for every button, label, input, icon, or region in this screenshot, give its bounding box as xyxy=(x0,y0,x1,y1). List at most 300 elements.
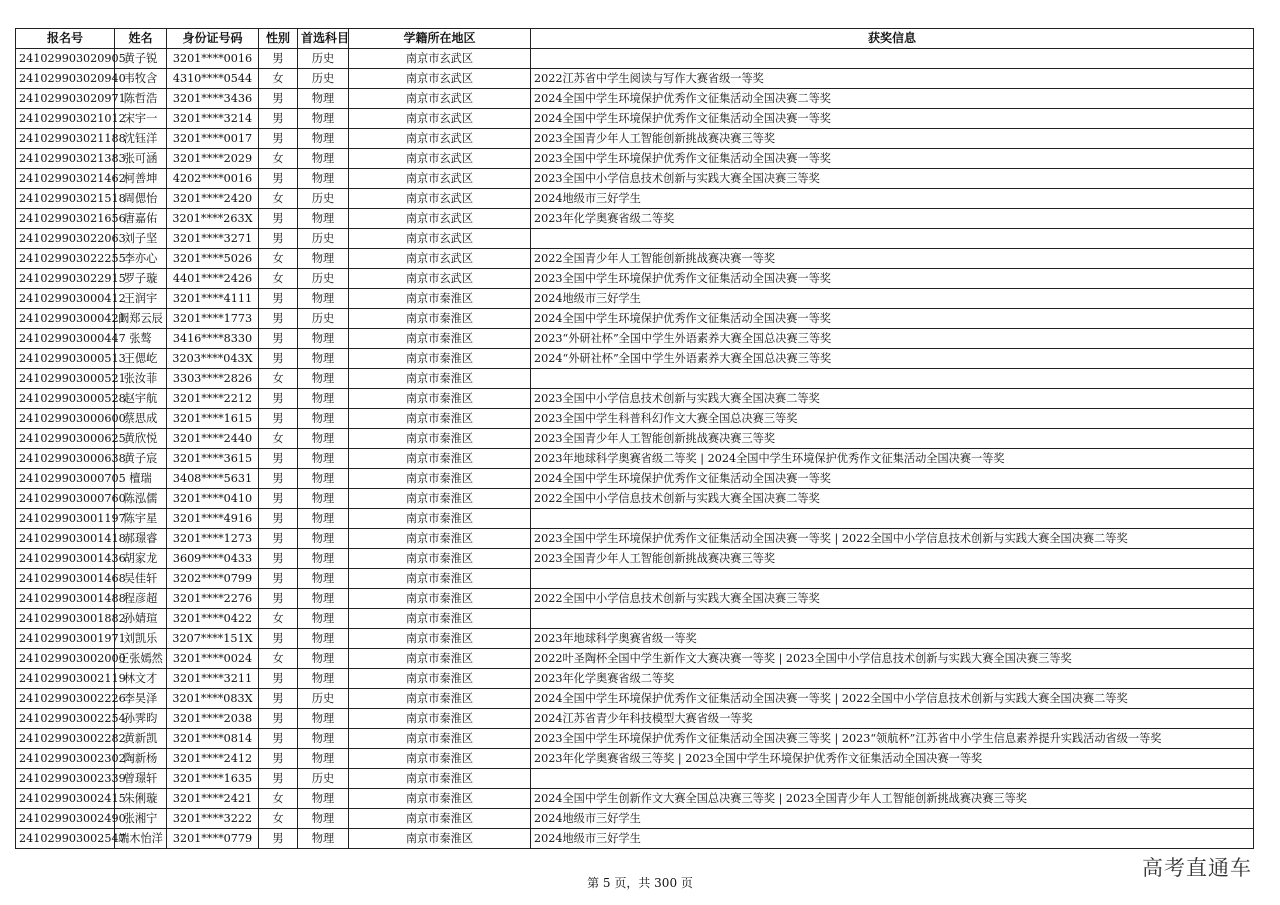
id-number-cell: 4310****0544 xyxy=(167,69,259,89)
registration-no-cell: 241029903002302 xyxy=(16,749,115,769)
header-subject: 首选科目 xyxy=(298,29,349,49)
header-row xyxy=(16,29,1254,49)
region-cell: 南京市秦淮区 xyxy=(349,809,531,829)
region-cell: 南京市秦淮区 xyxy=(349,709,531,729)
registration-no-cell: 241029903001971 xyxy=(16,629,115,649)
id-number-cell: 3609****0433 xyxy=(167,549,259,569)
subject-cell: 物理 xyxy=(298,569,349,589)
region-cell: 南京市玄武区 xyxy=(349,209,531,229)
table-row xyxy=(16,529,1254,549)
table-row xyxy=(16,89,1254,109)
name-cell: 张可涵 xyxy=(115,149,167,169)
subject-cell: 物理 xyxy=(298,329,349,349)
subject-cell: 物理 xyxy=(298,449,349,469)
name-cell: 黄欣悦 xyxy=(115,429,167,449)
registration-no-cell: 241029903022255 xyxy=(16,249,115,269)
awards-cell: 2023全国青少年人工智能创新挑战赛决赛三等奖 xyxy=(531,549,1254,569)
name-cell: 蔡思成 xyxy=(115,409,167,429)
name-cell: 曾璟轩 xyxy=(115,769,167,789)
registration-no-cell: 241029903002119 xyxy=(16,669,115,689)
name-cell: 黄子宸 xyxy=(115,449,167,469)
id-number-cell: 3201****2421 xyxy=(167,789,259,809)
gender-cell: 女 xyxy=(259,429,298,449)
gender-cell: 男 xyxy=(259,309,298,329)
id-number-cell: 3201****3436 xyxy=(167,89,259,109)
table-row xyxy=(16,369,1254,389)
subject-cell: 历史 xyxy=(298,189,349,209)
subject-cell: 物理 xyxy=(298,789,349,809)
table-row xyxy=(16,229,1254,249)
awards-cell: 2022叶圣陶杯全国中学生新作文大赛决赛一等奖 | 2023全国中小学信息技术创新与实践大赛全国决赛三等奖 xyxy=(531,649,1254,669)
subject-cell: 物理 xyxy=(298,829,349,849)
gender-cell: 男 xyxy=(259,89,298,109)
gender-cell: 男 xyxy=(259,509,298,529)
region-cell: 南京市秦淮区 xyxy=(349,429,531,449)
registration-no-cell: 241029903000600 xyxy=(16,409,115,429)
region-cell: 南京市玄武区 xyxy=(349,249,531,269)
name-cell: 林文才 xyxy=(115,669,167,689)
gender-cell: 男 xyxy=(259,569,298,589)
id-number-cell: 3201****3214 xyxy=(167,109,259,129)
table-row xyxy=(16,729,1254,749)
region-cell: 南京市玄武区 xyxy=(349,189,531,209)
awards-cell: 2022江苏省中学生阅读与写作大赛省级一等奖 xyxy=(531,69,1254,89)
registration-no-cell: 241029903021656 xyxy=(16,209,115,229)
awards-cell: 2024地级市三好学生 xyxy=(531,829,1254,849)
awards-cell xyxy=(531,229,1254,249)
table-row xyxy=(16,689,1254,709)
id-number-cell: 3201****083X xyxy=(167,689,259,709)
subject-cell: 物理 xyxy=(298,489,349,509)
region-cell: 南京市秦淮区 xyxy=(349,689,531,709)
subject-cell: 物理 xyxy=(298,749,349,769)
table-row xyxy=(16,409,1254,429)
id-number-cell: 3201****2420 xyxy=(167,189,259,209)
region-cell: 南京市玄武区 xyxy=(349,269,531,289)
subject-cell: 物理 xyxy=(298,209,349,229)
region-cell: 南京市秦淮区 xyxy=(349,609,531,629)
awards-cell: 2023全国中小学信息技术创新与实践大赛全国决赛二等奖 xyxy=(531,389,1254,409)
subject-cell: 物理 xyxy=(298,729,349,749)
subject-cell: 物理 xyxy=(298,389,349,409)
region-cell: 南京市秦淮区 xyxy=(349,789,531,809)
table-row xyxy=(16,809,1254,829)
awards-cell: 2023年化学奥赛省级三等奖 | 2023全国中学生环境保护优秀作文征集活动全国决赛一等奖 xyxy=(531,749,1254,769)
id-number-cell: 3201****1615 xyxy=(167,409,259,429)
gender-cell: 女 xyxy=(259,269,298,289)
registration-no-cell: 241029903001197 xyxy=(16,509,115,529)
table-row xyxy=(16,509,1254,529)
table-row xyxy=(16,289,1254,309)
id-number-cell: 3201****2029 xyxy=(167,149,259,169)
region-cell: 南京市秦淮区 xyxy=(349,649,531,669)
awards-cell: 2023“外研社杯”全国中学生外语素养大赛全国总决赛三等奖 xyxy=(531,329,1254,349)
subject-cell: 历史 xyxy=(298,309,349,329)
name-cell: 黄新凯 xyxy=(115,729,167,749)
gender-cell: 女 xyxy=(259,369,298,389)
registration-no-cell: 241029903020905 xyxy=(16,49,115,69)
name-cell: 黄子锐 xyxy=(115,49,167,69)
registration-no-cell: 241029903001468 xyxy=(16,569,115,589)
region-cell: 南京市秦淮区 xyxy=(349,469,531,489)
table-row xyxy=(16,469,1254,489)
id-number-cell: 4401****2426 xyxy=(167,269,259,289)
subject-cell: 物理 xyxy=(298,809,349,829)
region-cell: 南京市玄武区 xyxy=(349,169,531,189)
name-cell: 刘子坚 xyxy=(115,229,167,249)
id-number-cell: 3201****2212 xyxy=(167,389,259,409)
registration-no-cell: 241029903002339 xyxy=(16,769,115,789)
id-number-cell: 3201****2440 xyxy=(167,429,259,449)
gender-cell: 男 xyxy=(259,449,298,469)
table-row xyxy=(16,769,1254,789)
region-cell: 南京市秦淮区 xyxy=(349,529,531,549)
gender-cell: 男 xyxy=(259,409,298,429)
subject-cell: 物理 xyxy=(298,629,349,649)
awards-cell: 2022全国青少年人工智能创新挑战赛决赛一等奖 xyxy=(531,249,1254,269)
name-cell: 孙婧瑄 xyxy=(115,609,167,629)
registration-no-cell: 241029903000705 xyxy=(16,469,115,489)
awards-cell: 2023全国青少年人工智能创新挑战赛决赛三等奖 xyxy=(531,129,1254,149)
id-number-cell: 3201****263X xyxy=(167,209,259,229)
name-cell: 沈钰洋 xyxy=(115,129,167,149)
id-number-cell: 3202****0799 xyxy=(167,569,259,589)
subject-cell: 历史 xyxy=(298,69,349,89)
name-cell: 李昊泽 xyxy=(115,689,167,709)
gender-cell: 男 xyxy=(259,769,298,789)
subject-cell: 物理 xyxy=(298,149,349,169)
id-number-cell: 3201****3615 xyxy=(167,449,259,469)
table-row xyxy=(16,209,1254,229)
subject-cell: 物理 xyxy=(298,709,349,729)
region-cell: 南京市秦淮区 xyxy=(349,389,531,409)
region-cell: 南京市秦淮区 xyxy=(349,449,531,469)
gender-cell: 男 xyxy=(259,49,298,69)
gender-cell: 男 xyxy=(259,529,298,549)
table-row xyxy=(16,189,1254,209)
region-cell: 南京市秦淮区 xyxy=(349,489,531,509)
name-cell: 朱俐璇 xyxy=(115,789,167,809)
gender-cell: 男 xyxy=(259,709,298,729)
awards-cell: 2024全国中学生环境保护优秀作文征集活动全国决赛一等奖 | 2022全国中小学信息技术创新与实践大赛全国决赛二等奖 xyxy=(531,689,1254,709)
registration-no-cell: 241029903002254 xyxy=(16,709,115,729)
registration-no-cell: 241029903021462 xyxy=(16,169,115,189)
subject-cell: 物理 xyxy=(298,429,349,449)
subject-cell: 物理 xyxy=(298,529,349,549)
table-row xyxy=(16,269,1254,289)
name-cell: 端木怡洋 xyxy=(115,829,167,849)
table-row xyxy=(16,49,1254,69)
gender-cell: 男 xyxy=(259,549,298,569)
page-footer: 第 5 页，共 300 页 xyxy=(587,876,693,890)
region-cell: 南京市秦淮区 xyxy=(349,509,531,529)
region-cell: 南京市秦淮区 xyxy=(349,309,531,329)
name-cell: 周偲怡 xyxy=(115,189,167,209)
id-number-cell: 3201****2412 xyxy=(167,749,259,769)
region-cell: 南京市秦淮区 xyxy=(349,369,531,389)
region-cell: 南京市秦淮区 xyxy=(349,549,531,569)
gender-cell: 女 xyxy=(259,789,298,809)
table-row xyxy=(16,129,1254,149)
region-cell: 南京市秦淮区 xyxy=(349,349,531,369)
subject-cell: 物理 xyxy=(298,609,349,629)
subject-cell: 物理 xyxy=(298,409,349,429)
name-cell: 张骜 xyxy=(115,329,167,349)
table-row xyxy=(16,589,1254,609)
table-row xyxy=(16,309,1254,329)
subject-cell: 物理 xyxy=(298,509,349,529)
registration-no-cell: 241029903001882 xyxy=(16,609,115,629)
region-cell: 南京市秦淮区 xyxy=(349,569,531,589)
name-cell: 王偲屹 xyxy=(115,349,167,369)
id-number-cell: 3201****4111 xyxy=(167,289,259,309)
region-cell: 南京市秦淮区 xyxy=(349,829,531,849)
awards-cell: 2024全国中学生环境保护优秀作文征集活动全国决赛一等奖 xyxy=(531,469,1254,489)
header-gender: 性别 xyxy=(259,29,298,49)
header-awards: 获奖信息 xyxy=(531,29,1254,49)
id-number-cell: 3201****3211 xyxy=(167,669,259,689)
region-cell: 南京市玄武区 xyxy=(349,109,531,129)
registration-no-cell: 241029903001488 xyxy=(16,589,115,609)
registration-no-cell: 241029903002547 xyxy=(16,829,115,849)
registration-no-cell: 241029903002226 xyxy=(16,689,115,709)
awards-cell: 2022全国中小学信息技术创新与实践大赛全国决赛三等奖 xyxy=(531,589,1254,609)
subject-cell: 物理 xyxy=(298,349,349,369)
registration-no-cell: 241029903000625 xyxy=(16,429,115,449)
awards-cell: 2023年地球科学奥赛省级二等奖 | 2024全国中学生环境保护优秀作文征集活动全国决赛一等奖 xyxy=(531,449,1254,469)
gender-cell: 男 xyxy=(259,389,298,409)
awards-cell: 2023全国中小学信息技术创新与实践大赛全国决赛三等奖 xyxy=(531,169,1254,189)
name-cell: 张湘宁 xyxy=(115,809,167,829)
awards-cell xyxy=(531,509,1254,529)
watermark: 高考直通车 xyxy=(1142,856,1252,880)
id-number-cell: 3201****0422 xyxy=(167,609,259,629)
registration-no-cell: 241029903002282 xyxy=(16,729,115,749)
table-row xyxy=(16,649,1254,669)
awards-cell: 2023全国中学生科普科幻作文大赛全国总决赛三等奖 xyxy=(531,409,1254,429)
table-row xyxy=(16,669,1254,689)
region-cell: 南京市秦淮区 xyxy=(349,289,531,309)
subject-cell: 物理 xyxy=(298,369,349,389)
name-cell: 郝璟睿 xyxy=(115,529,167,549)
gender-cell: 男 xyxy=(259,489,298,509)
table-row xyxy=(16,629,1254,649)
table-row xyxy=(16,829,1254,849)
subject-cell: 历史 xyxy=(298,769,349,789)
registration-no-cell: 241029903021518 xyxy=(16,189,115,209)
registration-no-cell: 241029903001436 xyxy=(16,549,115,569)
gender-cell: 女 xyxy=(259,609,298,629)
awards-cell xyxy=(531,369,1254,389)
id-number-cell: 3201****4916 xyxy=(167,509,259,529)
id-number-cell: 3203****043X xyxy=(167,349,259,369)
awards-cell xyxy=(531,569,1254,589)
subject-cell: 物理 xyxy=(298,89,349,109)
id-number-cell: 3303****2826 xyxy=(167,369,259,389)
region-cell: 南京市秦淮区 xyxy=(349,409,531,429)
id-number-cell: 3201****0017 xyxy=(167,129,259,149)
gender-cell: 男 xyxy=(259,349,298,369)
registration-no-cell: 241029903000638 xyxy=(16,449,115,469)
header-region: 学籍所在地区 xyxy=(349,29,531,49)
subject-cell: 物理 xyxy=(298,589,349,609)
gender-cell: 女 xyxy=(259,189,298,209)
id-number-cell: 3201****3222 xyxy=(167,809,259,829)
id-number-cell: 3201****0016 xyxy=(167,49,259,69)
name-cell: 陈宇星 xyxy=(115,509,167,529)
subject-cell: 物理 xyxy=(298,249,349,269)
registration-no-cell: 241029903021188 xyxy=(16,129,115,149)
id-number-cell: 3416****8330 xyxy=(167,329,259,349)
name-cell: 檀瑞 xyxy=(115,469,167,489)
id-number-cell: 3201****2276 xyxy=(167,589,259,609)
gender-cell: 男 xyxy=(259,749,298,769)
subject-cell: 历史 xyxy=(298,49,349,69)
name-cell: 孙霁昀 xyxy=(115,709,167,729)
registration-no-cell: 241029903022063 xyxy=(16,229,115,249)
awards-cell: 2024地级市三好学生 xyxy=(531,809,1254,829)
region-cell: 南京市秦淮区 xyxy=(349,629,531,649)
awards-cell: 2023全国中学生环境保护优秀作文征集活动全国决赛三等奖 | 2023“领航杯”江苏省中小学生信息素养提升实践活动省级一等奖 xyxy=(531,729,1254,749)
id-number-cell: 3207****151X xyxy=(167,629,259,649)
region-cell: 南京市玄武区 xyxy=(349,89,531,109)
gender-cell: 男 xyxy=(259,229,298,249)
registration-no-cell: 241029903001418 xyxy=(16,529,115,549)
awards-cell: 2024全国中学生创新作文大赛全国总决赛三等奖 | 2023全国青少年人工智能创新挑战赛决赛三等奖 xyxy=(531,789,1254,809)
awards-cell xyxy=(531,49,1254,69)
subject-cell: 物理 xyxy=(298,649,349,669)
gender-cell: 男 xyxy=(259,689,298,709)
region-cell: 南京市秦淮区 xyxy=(349,669,531,689)
id-number-cell: 3201****2038 xyxy=(167,709,259,729)
awards-cell xyxy=(531,769,1254,789)
gender-cell: 男 xyxy=(259,329,298,349)
id-number-cell: 3201****1635 xyxy=(167,769,259,789)
name-cell: 陈泓儒 xyxy=(115,489,167,509)
table-row xyxy=(16,349,1254,369)
id-number-cell: 3201****0410 xyxy=(167,489,259,509)
name-cell: 韦牧含 xyxy=(115,69,167,89)
table-row xyxy=(16,249,1254,269)
gender-cell: 男 xyxy=(259,629,298,649)
subject-cell: 物理 xyxy=(298,109,349,129)
awards-table xyxy=(15,28,1254,849)
registration-no-cell: 241029903000528 xyxy=(16,389,115,409)
gender-cell: 男 xyxy=(259,289,298,309)
gender-cell: 男 xyxy=(259,589,298,609)
registration-no-cell: 241029903000521 xyxy=(16,369,115,389)
id-number-cell: 3201****0779 xyxy=(167,829,259,849)
table-row xyxy=(16,709,1254,729)
gender-cell: 女 xyxy=(259,149,298,169)
id-number-cell: 3201****5026 xyxy=(167,249,259,269)
region-cell: 南京市玄武区 xyxy=(349,149,531,169)
id-number-cell: 3201****1273 xyxy=(167,529,259,549)
awards-cell: 2024全国中学生环境保护优秀作文征集活动全国决赛一等奖 xyxy=(531,109,1254,129)
region-cell: 南京市秦淮区 xyxy=(349,769,531,789)
gender-cell: 女 xyxy=(259,809,298,829)
awards-cell: 2022全国中小学信息技术创新与实践大赛全国决赛二等奖 xyxy=(531,489,1254,509)
awards-cell: 2023年化学奥赛省级二等奖 xyxy=(531,209,1254,229)
region-cell: 南京市秦淮区 xyxy=(349,329,531,349)
name-cell: 宋宇一 xyxy=(115,109,167,129)
name-cell: 刘凯乐 xyxy=(115,629,167,649)
registration-no-cell: 241029903000760 xyxy=(16,489,115,509)
table-row xyxy=(16,489,1254,509)
name-cell: 陈哲浩 xyxy=(115,89,167,109)
table-row xyxy=(16,789,1254,809)
registration-no-cell: 241029903020971 xyxy=(16,89,115,109)
id-number-cell: 3408****5631 xyxy=(167,469,259,489)
region-cell: 南京市玄武区 xyxy=(349,69,531,89)
name-cell: 张汝菲 xyxy=(115,369,167,389)
registration-no-cell: 241029903021012 xyxy=(16,109,115,129)
awards-cell: 2023全国青少年人工智能创新挑战赛决赛三等奖 xyxy=(531,429,1254,449)
registration-no-cell: 241029903002415 xyxy=(16,789,115,809)
registration-no-cell: 241029903000513 xyxy=(16,349,115,369)
id-number-cell: 3201****3271 xyxy=(167,229,259,249)
awards-cell: 2023全国中学生环境保护优秀作文征集活动全国决赛一等奖 xyxy=(531,269,1254,289)
gender-cell: 男 xyxy=(259,129,298,149)
table-row xyxy=(16,569,1254,589)
subject-cell: 物理 xyxy=(298,169,349,189)
awards-cell: 2024江苏省青少年科技模型大赛省级一等奖 xyxy=(531,709,1254,729)
name-cell: 胡家龙 xyxy=(115,549,167,569)
subject-cell: 历史 xyxy=(298,229,349,249)
id-number-cell: 4202****0016 xyxy=(167,169,259,189)
region-cell: 南京市玄武区 xyxy=(349,129,531,149)
name-cell: 吴佳轩 xyxy=(115,569,167,589)
subject-cell: 物理 xyxy=(298,289,349,309)
registration-no-cell: 241029903020940 xyxy=(16,69,115,89)
name-cell: 罗子璇 xyxy=(115,269,167,289)
awards-cell: 2024全国中学生环境保护优秀作文征集活动全国决赛一等奖 xyxy=(531,309,1254,329)
region-cell: 南京市秦淮区 xyxy=(349,729,531,749)
table-row xyxy=(16,609,1254,629)
gender-cell: 男 xyxy=(259,829,298,849)
table-row xyxy=(16,749,1254,769)
awards-cell: 2023年地球科学奥赛省级一等奖 xyxy=(531,629,1254,649)
gender-cell: 女 xyxy=(259,69,298,89)
name-cell: 李亦心 xyxy=(115,249,167,269)
gender-cell: 男 xyxy=(259,729,298,749)
registration-no-cell: 241029903002490 xyxy=(16,809,115,829)
awards-cell: 2024地级市三好学生 xyxy=(531,189,1254,209)
header-name: 姓名 xyxy=(115,29,167,49)
table-row xyxy=(16,149,1254,169)
registration-no-cell: 241029903000421 xyxy=(16,309,115,329)
table-row xyxy=(16,109,1254,129)
name-cell: 王张嫣然 xyxy=(115,649,167,669)
table-row xyxy=(16,549,1254,569)
region-cell: 南京市玄武区 xyxy=(349,49,531,69)
table-row xyxy=(16,329,1254,349)
gender-cell: 男 xyxy=(259,469,298,489)
region-cell: 南京市秦淮区 xyxy=(349,749,531,769)
awards-cell: 2024“外研社杯”全国中学生外语素养大赛全国总决赛三等奖 xyxy=(531,349,1254,369)
gender-cell: 女 xyxy=(259,249,298,269)
awards-cell: 2024全国中学生环境保护优秀作文征集活动全国决赛二等奖 xyxy=(531,89,1254,109)
table-row xyxy=(16,429,1254,449)
awards-cell: 2023全国中学生环境保护优秀作文征集活动全国决赛一等奖 | 2022全国中小学信息技术创新与实践大赛全国决赛二等奖 xyxy=(531,529,1254,549)
name-cell: 柯善坤 xyxy=(115,169,167,189)
table-row xyxy=(16,169,1254,189)
subject-cell: 物理 xyxy=(298,469,349,489)
name-cell: 阙郑云辰 xyxy=(115,309,167,329)
region-cell: 南京市秦淮区 xyxy=(349,589,531,609)
name-cell: 陶新杨 xyxy=(115,749,167,769)
awards-cell: 2023年化学奥赛省级二等奖 xyxy=(531,669,1254,689)
